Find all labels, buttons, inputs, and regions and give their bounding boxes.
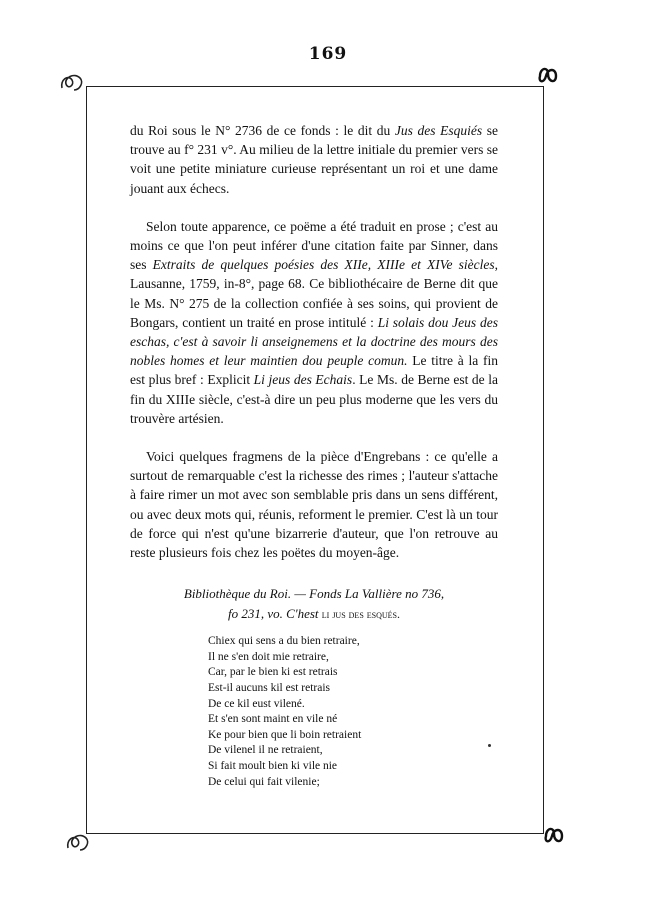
verse-line: Ke pour bien que li boin retraient [208, 728, 362, 741]
verse-line: Est-il aucuns kil est retrais [208, 682, 330, 695]
page-body [130, 121, 498, 790]
corner-ornament-icon [58, 68, 86, 96]
paragraph-manuscript-note: du Roi sous le N° 2736 de ce fonds : le dit du Jus des Esquiés se trouve au f° 231 v°. Au milieu de la lettre initiale du premier vers se voit une petite miniature curieuse représentant un roi et une dame jouant aux échecs. [130, 123, 499, 196]
verse-block [208, 634, 498, 790]
verse-line: De vilenel il ne retraient, [208, 744, 323, 757]
corner-ornament-icon [540, 822, 568, 850]
verse-line: Si fait moult bien ki vile nie [208, 760, 338, 773]
verse-line: Car, par le bien ki est retrais [208, 666, 338, 679]
verse-line: De ce kil eust vilené. [208, 697, 305, 710]
page-number: 169 [308, 44, 348, 64]
paragraph-fragments-intro: Voici quelques fragmens de la pièce d'Engrebans : ce qu'elle a surtout de remarquable c'est la richesse des rimes ; l'auteur s'attache à faire rimer un mot avec son semblable pris dans un sens différent, ou avec deux mots qui, réunis, reforment le premier. C'est là un tour de force qui n'est qu'une bizarrerie d'auteur, que l'on retrouve au reste plusieurs fois chez les poëtes du moyen-âge. [130, 449, 498, 561]
corner-ornament-icon [534, 62, 562, 90]
verse-line: De celui qui fait vilenie; [208, 775, 320, 788]
verse-line: Chiex qui sens a du bien retraire, [208, 635, 360, 648]
corner-ornament-icon [64, 828, 92, 856]
source-reference: Bibliothèque du Roi. — Fonds La Vallière no 736, fo 231, vo. C'hest li jus des esqués. [183, 586, 445, 622]
verse-line: Il ne s'en doit mie retraire, [208, 650, 329, 663]
ink-speck [488, 744, 491, 747]
verse-line: Et s'en sont maint en vile né [208, 713, 338, 726]
paragraph-prose-translation: Selon toute apparence, ce poëme a été traduit en prose ; c'est au moins ce que l'on peut inférer d'une citation faite par Sinner, dans ses Extraits de quelques poésies des XIIe, XIIIe et XIVe siècles, Lausanne, 1759, in-8°, page 68. Ce bibliothécaire de Berne dit que le Ms. N° 275 de la collection confiée à ses soins, qui provient de Bongars, contient un traité en prose intitulé : Li solais dou Jeus des eschas, c'est à savoir li anseignemens et la doctrine des mours des nobles homes et leur maintien dou peuple comun. Le titre à la fin est plus bref : Explicit Li jeus des Echais. Le Ms. de Berne est de la fin du XIIIe siècle, c'est-à dire un peu plus moderne que les vers du trouvère artésien. [130, 218, 499, 426]
